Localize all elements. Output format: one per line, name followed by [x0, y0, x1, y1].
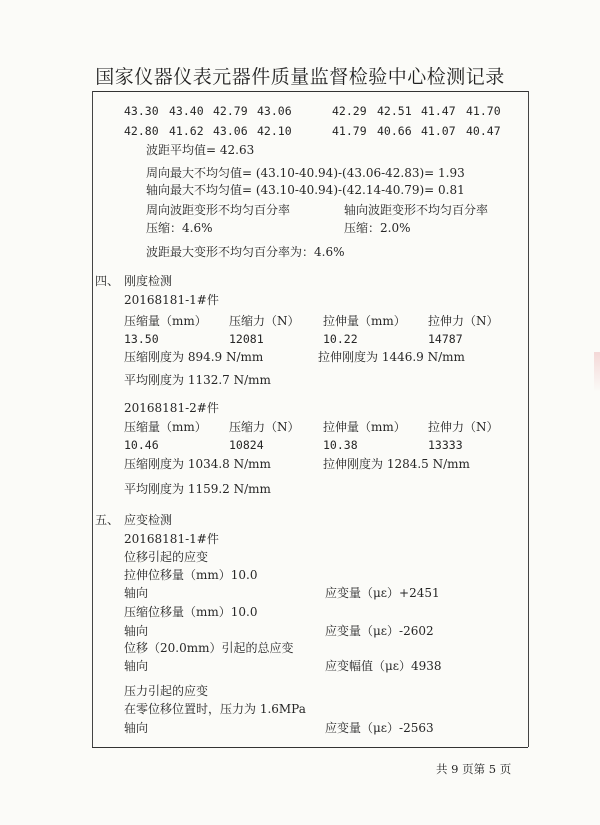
- cell-value: 10.46: [124, 438, 159, 452]
- col-header: 拉伸量（mm）: [323, 314, 406, 328]
- col-header: 压缩力（N）: [229, 420, 300, 434]
- cell-value: 13333: [428, 438, 463, 452]
- pressure-condition: 在零位移位置时，压力为 1.6MPa: [124, 702, 306, 716]
- pressure-strain-label: 压力引起的应变: [124, 684, 209, 698]
- wave-value: 41.07: [421, 124, 456, 138]
- compression-stiffness: 压缩刚度为 1034.8 N/mm: [124, 457, 271, 471]
- wave-value: 40.47: [466, 124, 501, 138]
- axial-label: 轴向: [124, 721, 149, 735]
- bottom-rule: [92, 747, 528, 748]
- wave-value: 43.06: [213, 124, 248, 138]
- compression-displacement: 压缩位移量（mm）10.0: [124, 605, 258, 619]
- axial-pct-value: 压缩：2.0%: [344, 221, 411, 235]
- average-stiffness: 平均刚度为 1132.7 N/mm: [124, 373, 271, 387]
- tension-stiffness: 拉伸刚度为 1284.5 N/mm: [323, 457, 470, 471]
- wave-value: 43.40: [169, 104, 204, 118]
- wave-value: 41.47: [421, 104, 456, 118]
- strain-value: 应变量（με）-2602: [325, 624, 434, 638]
- max-pct-unevenness: 波距最大变形不均匀百分率为：4.6%: [146, 245, 345, 259]
- cell-value: 14787: [428, 332, 463, 346]
- compression-stiffness: 压缩刚度为 894.9 N/mm: [124, 350, 264, 364]
- cell-value: 10.38: [323, 438, 358, 452]
- right-rule: [528, 91, 529, 747]
- col-header: 拉伸力（N）: [428, 314, 499, 328]
- section4-heading: 刚度检测: [124, 274, 173, 288]
- wave-value: 41.79: [332, 124, 367, 138]
- page-title: 国家仪器仪表元器件质量监督检验中心检测记录: [95, 66, 505, 88]
- axial-label: 轴向: [124, 586, 149, 600]
- average-stiffness: 平均刚度为 1159.2 N/mm: [124, 482, 271, 496]
- axial-pct-label: 轴向波距变形不均匀百分率: [344, 203, 489, 217]
- wave-value: 42.80: [124, 124, 159, 138]
- col-header: 压缩力（N）: [229, 314, 300, 328]
- cell-value: 13.50: [124, 332, 159, 346]
- wave-value: 41.62: [169, 124, 204, 138]
- sample-id: 20168181-1#件: [124, 532, 219, 546]
- circumferential-max-unevenness: 周向最大不均匀值= (43.10-40.94)-(43.06-42.83)= 1.93: [146, 166, 465, 180]
- cell-value: 12081: [229, 332, 264, 346]
- wave-value: 42.51: [377, 104, 412, 118]
- left-rule: [92, 91, 93, 747]
- cell-value: 10824: [229, 438, 264, 452]
- wave-average: 波距平均值= 42.63: [146, 143, 255, 157]
- wave-value: 40.66: [377, 124, 412, 138]
- wave-value: 42.29: [332, 104, 367, 118]
- col-header: 压缩量（mm）: [124, 420, 207, 434]
- cell-value: 10.22: [323, 332, 358, 346]
- sample2-id: 20168181-2#件: [124, 401, 219, 415]
- col-header: 压缩量（mm）: [124, 314, 207, 328]
- top-rule: [92, 91, 528, 92]
- total-strain-label: 位移（20.0mm）引起的总应变: [124, 641, 294, 655]
- wave-value: 42.79: [213, 104, 248, 118]
- section5-heading: 应变检测: [124, 513, 173, 527]
- strain-value: 应变量（με）-2563: [325, 721, 434, 735]
- displacement-strain-label: 位移引起的应变: [124, 550, 209, 564]
- wave-value: 42.10: [257, 124, 292, 138]
- circumferential-pct-value: 压缩：4.6%: [146, 221, 213, 235]
- tension-stiffness: 拉伸刚度为 1446.9 N/mm: [318, 350, 465, 364]
- section5-number: 五、: [95, 513, 120, 527]
- strain-value: 应变量（με）+2451: [325, 586, 440, 600]
- axial-label: 轴向: [124, 659, 149, 673]
- page-footer: 共 9 页第 5 页: [436, 762, 512, 776]
- tensile-displacement: 拉伸位移量（mm）10.0: [124, 568, 258, 582]
- section4-number: 四、: [95, 274, 120, 288]
- wave-value: 43.30: [124, 104, 159, 118]
- strain-amplitude: 应变幅值（με）4938: [325, 659, 442, 673]
- wave-value: 43.06: [257, 104, 292, 118]
- circumferential-pct-label: 周向波距变形不均匀百分率: [146, 203, 291, 217]
- col-header: 拉伸量（mm）: [323, 420, 406, 434]
- axial-label: 轴向: [124, 624, 149, 638]
- col-header: 拉伸力（N）: [428, 420, 499, 434]
- sample1-id: 20168181-1#件: [124, 293, 219, 307]
- axial-max-unevenness: 轴向最大不均匀值= (43.10-40.94)-(42.14-40.79)= 0.81: [146, 183, 465, 197]
- wave-value: 41.70: [466, 104, 501, 118]
- red-stamp-mark: [594, 352, 600, 392]
